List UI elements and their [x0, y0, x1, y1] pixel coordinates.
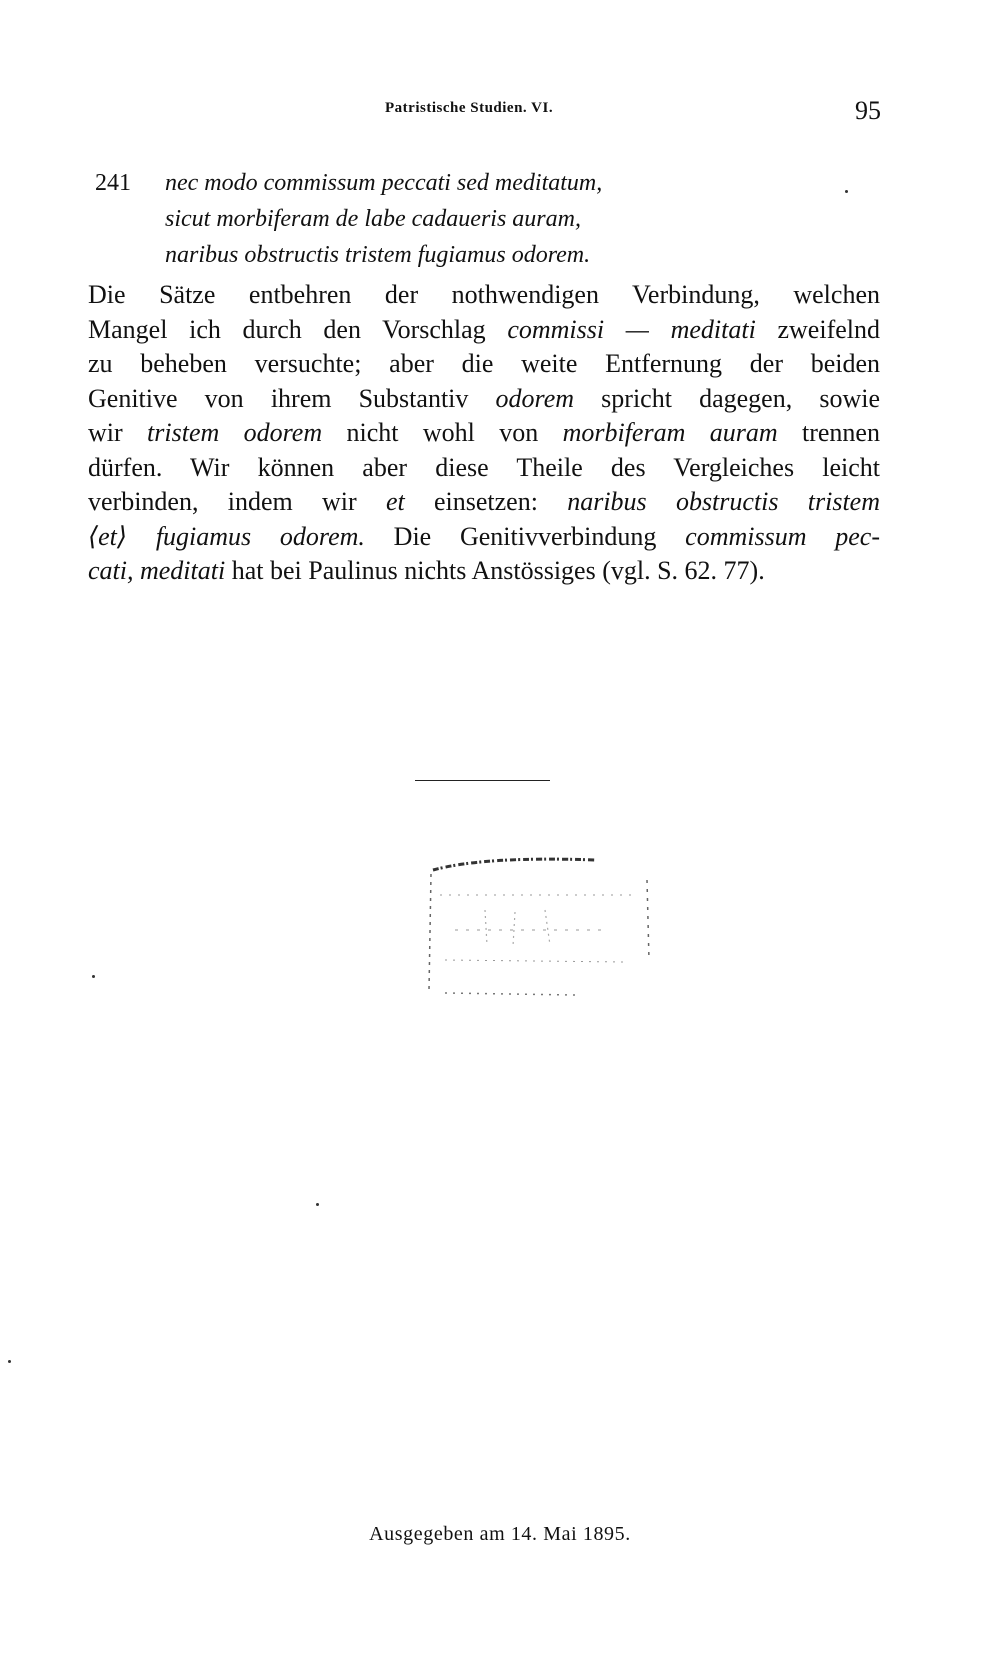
verse-text: nec modo commissum peccati sed meditatum, [165, 170, 603, 196]
verse-quotation [95, 165, 895, 273]
scan-speck [316, 1203, 319, 1206]
paragraph-line: ⟨et⟩ fugiamus odorem. Die Genitivverbindung commissum pec- [88, 521, 880, 551]
issue-date-footer: Ausgegeben am 14. Mai 1895. [369, 1523, 631, 1545]
running-head: Patristische Studien. VI. [385, 100, 554, 116]
verse-line [95, 165, 895, 201]
verse-number: 241 [95, 170, 131, 196]
paragraph-line: Mangel ich durch den Vorschlag commissi — meditati zweifelnd [88, 314, 880, 344]
section-divider [415, 780, 550, 781]
commentary-paragraph [88, 278, 880, 589]
paragraph-line: cati, meditati hat bei Paulinus nichts Anstössiges (vgl. S. 62. 77). [88, 556, 765, 585]
paragraph-line: verbinden, indem wir et einsetzen: naribus obstructis tristem [88, 487, 881, 516]
verse-text: naribus obstructis tristem fugiamus odorem. [165, 242, 591, 268]
verse-line [95, 237, 895, 273]
scan-speck [92, 975, 95, 978]
verse-text: sicut morbiferam de labe cadaueris auram, [165, 206, 581, 232]
paragraph-line: Genitive von ihrem Substantiv odorem spricht dagegen, sowie [88, 383, 881, 413]
verse-line [95, 201, 895, 237]
scan-speck [845, 190, 848, 193]
paragraph-line: zu beheben versuchte; aber die weite Entfernung der beiden [88, 349, 880, 378]
page-number: 95 [855, 96, 881, 125]
library-stamp [425, 850, 655, 1000]
scan-speck [8, 1360, 11, 1363]
paragraph-line: dürfen. Wir können aber diese Theile des Vergleiches leicht [88, 452, 880, 482]
paragraph-line: wir tristem odorem nicht wohl von morbiferam auram trennen [88, 418, 880, 447]
paragraph-line: Die Sätze entbehren der nothwendigen Verbindung, welchen [88, 280, 880, 309]
